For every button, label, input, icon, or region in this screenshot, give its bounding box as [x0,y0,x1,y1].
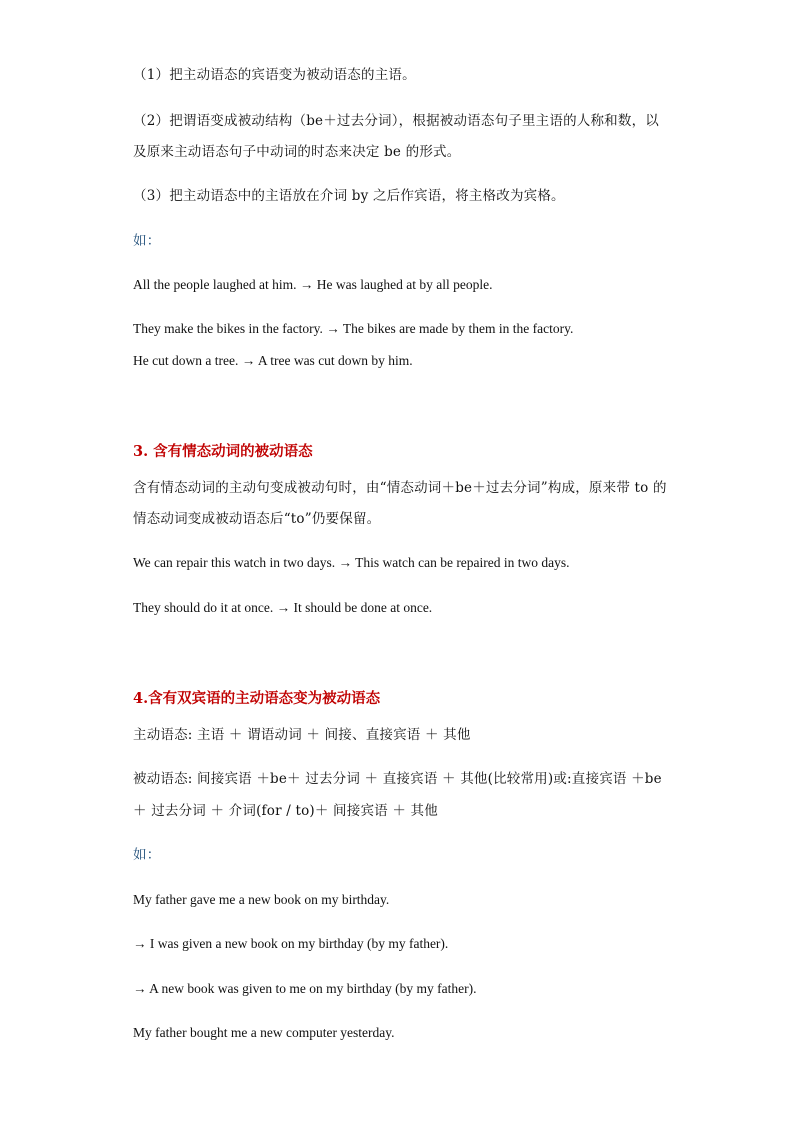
rule-step-2-line-1: （2）把谓语变成被动结构（be＋过去分词），根据被动语态句子里主语的人称和数，以 [133,113,659,129]
passive-structure-line-2: ＋ 过去分词 ＋ 介词(for / to)＋ 间接宾语 ＋ 其他 [133,803,438,819]
passive-structure-line-1: 被动语态: 间接宾语 ＋be＋ 过去分词 ＋ 直接宾语 ＋ 其他(比较常用)或:直接宾语 ＋be [133,771,662,787]
example-sentence: They should do it at once. → It should be done at once. [133,600,433,615]
section-3-heading: 3. 含有情态动词的被动语态 [133,443,313,460]
rule-step-3: （3）把主动语态中的主语放在介词 by 之后作宾语，将主格改为宾格。 [133,188,565,204]
section-3-desc-line-1: 含有情态动词的主动句变成被动句时，由“情态动词＋be＋过去分词”构成，原来带 to 的 [133,480,667,496]
example-sentence: My father gave me a new book on my birthday. [133,892,390,907]
example-intro: 如： [133,847,161,863]
example-sentence: → I was given a new book on my birthday (by my father). [133,936,449,951]
section-4-heading: 4.含有双宾语的主动语态变为被动语态 [133,690,381,707]
active-structure: 主动语态: 主语 ＋ 谓语动词 ＋ 间接、直接宾语 ＋ 其他 [133,727,471,743]
section-3-desc-line-2: 情态动词变成被动语态后“to”仍要保留。 [133,511,381,527]
example-sentence: We can repair this watch in two days. → This watch can be repaired in two days. [133,555,570,570]
example-intro: 如： [133,233,161,249]
example-sentence: → A new book was given to me on my birthday (by my father). [133,981,477,996]
example-sentence: They make the bikes in the factory. → The bikes are made by them in the factory. [133,321,574,336]
example-sentence: He cut down a tree. → A tree was cut down by him. [133,353,413,368]
rule-step-2-line-2: 及原来主动语态句子中动词的时态来决定 be 的形式。 [133,144,461,160]
rule-step-1: （1）把主动语态的宾语变为被动语态的主语。 [133,67,416,83]
example-sentence: My father bought me a new computer yesterday. [133,1025,395,1040]
example-sentence: All the people laughed at him. → He was laughed at by all people. [133,277,493,292]
